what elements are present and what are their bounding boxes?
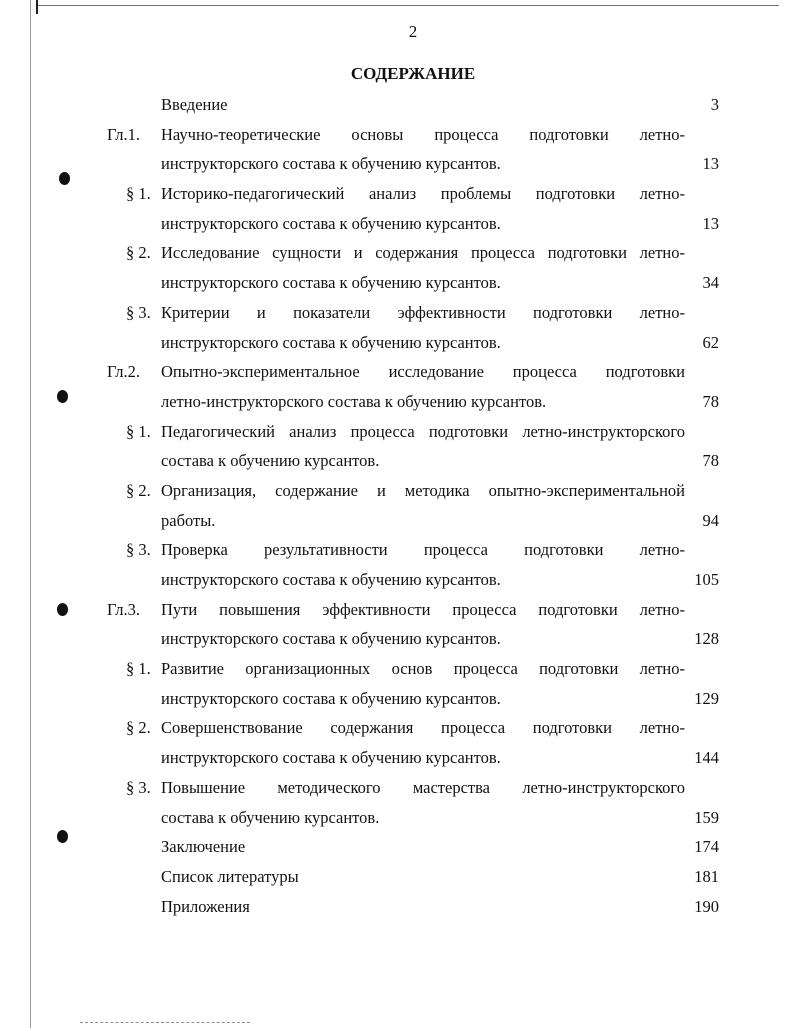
section-label: § 2. <box>126 243 151 263</box>
toc-page-number: 190 <box>694 896 719 916</box>
toc-page-number: 144 <box>694 748 719 768</box>
toc-entry-text: Исследование сущности и содержания процесса подготовки летно- <box>161 243 685 263</box>
section-label: § 3. <box>126 777 151 797</box>
toc-row <box>0 832 797 862</box>
toc-page-number: 105 <box>694 570 719 589</box>
toc-page-number: 78 <box>702 391 719 411</box>
toc-entry-text: работы. <box>161 510 216 530</box>
toc-row <box>0 328 797 358</box>
toc-entry-text: инструкторского состава к обучению курсантов. <box>161 154 501 174</box>
chapter-label: Гл.3. <box>107 599 141 619</box>
section-label: § 3. <box>126 540 151 560</box>
toc-entry-text: Развитие организационных основ процесса подготовки летно- <box>161 659 685 679</box>
toc-page-number: 174 <box>694 837 719 857</box>
toc-row <box>0 387 797 417</box>
toc-row <box>0 743 797 773</box>
toc-row <box>0 862 797 892</box>
toc-page-number: 13 <box>702 154 719 174</box>
toc-row <box>0 238 797 268</box>
section-label: § 2. <box>126 480 151 500</box>
toc-page-number: 62 <box>702 332 719 352</box>
toc-page-number: 13 <box>702 213 719 233</box>
toc-page-number: 34 <box>702 273 719 293</box>
toc-row <box>0 713 797 743</box>
toc-row <box>0 179 797 209</box>
toc-row <box>0 565 797 595</box>
toc-entry-text: Повышение методического мастерства летно-инструкторского <box>161 777 685 797</box>
chapter-label: Гл.1. <box>107 124 141 144</box>
toc-row <box>0 803 797 833</box>
toc-row <box>0 149 797 179</box>
toc-page-number: 129 <box>694 688 719 708</box>
toc-entry-text: Пути повышения эффективности процесса подготовки летно- <box>161 599 685 619</box>
toc-row <box>0 892 797 922</box>
toc-entry-text: инструкторского состава к обучению курсантов. <box>161 570 501 589</box>
toc-row <box>0 773 797 803</box>
toc-page-number: 181 <box>694 866 719 886</box>
toc-entry-text: состава к обучению курсантов. <box>161 451 380 471</box>
toc-row <box>0 506 797 536</box>
section-label: § 1. <box>126 184 151 204</box>
toc-entry-text: Организация, содержание и методика опытно-экспериментальной <box>161 480 685 500</box>
toc-row <box>0 120 797 150</box>
toc-row <box>0 654 797 684</box>
page-number: 2 <box>408 22 418 41</box>
toc-entry-text: Критерии и показатели эффективности подготовки летно- <box>161 302 685 322</box>
toc-entry-text: Научно-теоретические основы процесса подготовки летно- <box>161 124 685 144</box>
toc-entry-text: инструкторского состава к обучению курсантов. <box>161 748 501 768</box>
section-label: § 3. <box>126 302 151 322</box>
toc-row <box>0 595 797 625</box>
toc-entry-text: Историко-педагогический анализ проблемы подготовки летно- <box>161 184 685 204</box>
toc-row <box>0 684 797 714</box>
toc-row <box>0 476 797 506</box>
toc-entry-text: летно-инструкторского состава к обучению курсантов. <box>161 391 547 411</box>
toc-page-number: 159 <box>694 807 719 827</box>
toc-entry-text: инструкторского состава к обучению курсантов. <box>161 688 501 708</box>
toc-entry-text: Список литературы <box>161 866 299 886</box>
toc-row <box>0 417 797 447</box>
toc-page-number: 78 <box>702 451 719 471</box>
toc-row <box>0 90 797 120</box>
toc-entry-text: инструкторского состава к обучению курсантов. <box>161 332 501 352</box>
toc-row <box>0 535 797 565</box>
toc-row <box>0 446 797 476</box>
toc-entry-text: инструкторского состава к обучению курсантов. <box>161 213 501 233</box>
toc-page-number: 3 <box>710 95 719 114</box>
scan-border-top <box>36 5 779 6</box>
chapter-label: Гл.2. <box>107 362 141 382</box>
toc-entry-text: инструкторского состава к обучению курсантов. <box>161 629 501 649</box>
table-of-contents <box>0 90 797 921</box>
toc-page-number: 128 <box>694 629 719 649</box>
section-label: § 1. <box>126 659 151 679</box>
toc-row <box>0 624 797 654</box>
toc-row <box>0 298 797 328</box>
scan-border-bottom <box>80 1022 250 1023</box>
scan-border-left-mark <box>36 0 38 14</box>
page-title: СОДЕРЖАНИЕ <box>350 64 476 83</box>
toc-entry-text: Совершенствование содержания процесса подготовки летно- <box>161 718 685 738</box>
toc-row <box>0 209 797 239</box>
toc-entry-text: Опытно-экспериментальное исследование процесса подготовки <box>161 362 685 382</box>
toc-entry-text: инструкторского состава к обучению курсантов. <box>161 273 501 293</box>
section-label: § 2. <box>126 718 151 738</box>
toc-entry-text: состава к обучению курсантов. <box>161 807 380 827</box>
toc-entry-text: Введение <box>161 95 228 114</box>
section-label: § 1. <box>126 421 151 441</box>
toc-entry-text: Заключение <box>161 837 246 857</box>
toc-entry-text: Проверка результативности процесса подготовки летно- <box>161 540 685 560</box>
toc-entry-text: Приложения <box>161 896 250 916</box>
toc-row <box>0 268 797 298</box>
toc-entry-text: Педагогический анализ процесса подготовки летно-инструкторского <box>161 421 685 441</box>
toc-row <box>0 357 797 387</box>
toc-page-number: 94 <box>702 510 719 530</box>
